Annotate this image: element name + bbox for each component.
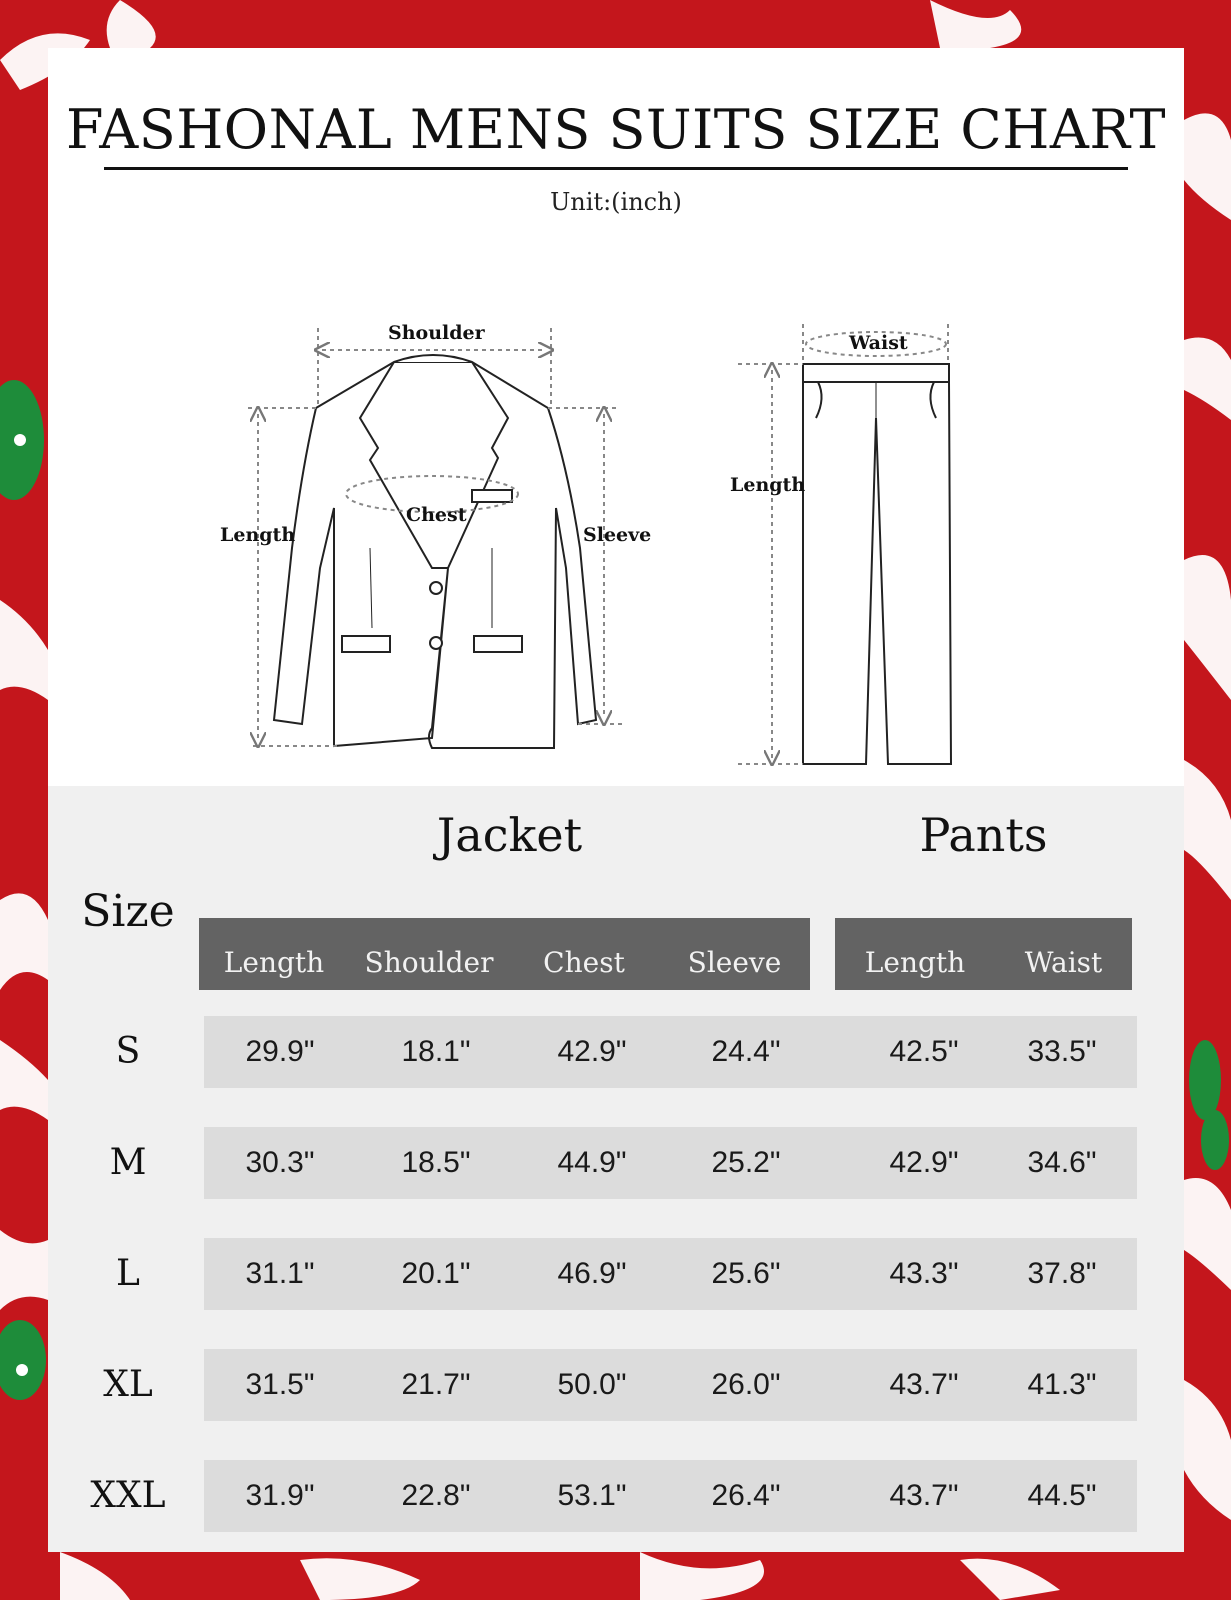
measurement-cell: 42.9": [889, 1146, 959, 1179]
jacket-shoulder-header: Shoulder: [364, 946, 494, 979]
shoulder-label: Shoulder: [388, 322, 485, 344]
measurement-cell: 44.9": [557, 1146, 627, 1179]
row-background: [204, 1460, 1137, 1532]
measurement-cell: 29.9": [245, 1035, 315, 1068]
measurement-cell: 18.1": [401, 1035, 471, 1068]
sleeve-label: Sleeve: [583, 524, 652, 546]
measurement-cell: 34.6": [1027, 1146, 1097, 1179]
page-title: FASHONAL MENS SUITS SIZE CHART: [65, 98, 1167, 161]
measurement-cell: 26.4": [711, 1479, 781, 1512]
pants-header-bar: [835, 918, 1132, 990]
measurement-cell: 18.5": [401, 1146, 471, 1179]
pants-illustration: [803, 364, 951, 764]
jacket-group-title: Jacket: [436, 808, 583, 862]
measurement-cell: 43.7": [889, 1479, 959, 1512]
table-row: [48, 1238, 1184, 1310]
measurement-cell: 37.8": [1027, 1257, 1097, 1290]
measurement-diagram: [48, 268, 1184, 788]
measurement-cell: 25.6": [711, 1257, 781, 1290]
table-row: [48, 1349, 1184, 1421]
table-row: [48, 1127, 1184, 1199]
unit-label: Unit:(inch): [550, 188, 682, 216]
size-label: S: [115, 1031, 141, 1072]
measurement-cell: 41.3": [1027, 1368, 1097, 1401]
size-table: [48, 786, 1184, 1552]
measurement-cell: 50.0": [557, 1368, 627, 1401]
measurement-cell: 33.5": [1027, 1035, 1097, 1068]
jacket-header-bar: [199, 918, 810, 990]
table-row: [48, 1016, 1184, 1088]
measurement-cell: 42.9": [557, 1035, 627, 1068]
measurement-cell: 26.0": [711, 1368, 781, 1401]
pants-length-label: Length: [730, 474, 806, 496]
row-background: [204, 1349, 1137, 1421]
jacket-sleeve-header: Sleeve: [687, 946, 782, 979]
row-background: [204, 1127, 1137, 1199]
measurement-cell: 53.1": [557, 1479, 627, 1512]
row-background: [204, 1016, 1137, 1088]
measurement-cell: 20.1": [401, 1257, 471, 1290]
jacket-chest-header: Chest: [543, 946, 625, 979]
jacket-length-header: Length: [223, 946, 325, 979]
pants-length-header: Length: [864, 946, 966, 979]
measurement-cell: 43.7": [889, 1368, 959, 1401]
measurement-cell: 44.5": [1027, 1479, 1097, 1512]
size-chart-card: [48, 48, 1184, 1552]
waist-label: Waist: [849, 332, 908, 354]
table-row: [48, 1460, 1184, 1532]
measurement-cell: 31.9": [245, 1479, 315, 1512]
size-label: XL: [103, 1364, 153, 1405]
jacket-illustration: [274, 355, 596, 748]
measurement-cell: 25.2": [711, 1146, 781, 1179]
jacket-length-label: Length: [220, 524, 296, 546]
row-background: [204, 1238, 1137, 1310]
measurement-cell: 24.4": [711, 1035, 781, 1068]
measurement-cell: 22.8": [401, 1479, 471, 1512]
measurement-cell: 30.3": [245, 1146, 315, 1179]
size-column-header: Size: [81, 886, 175, 937]
pants-waist-header: Waist: [1024, 946, 1103, 979]
chest-label: Chest: [406, 504, 467, 526]
measurement-cell: 42.5": [889, 1035, 959, 1068]
pants-group-title: Pants: [919, 808, 1048, 862]
size-label: L: [116, 1253, 140, 1294]
measurement-cell: 46.9": [557, 1257, 627, 1290]
measurement-cell: 21.7": [401, 1368, 471, 1401]
size-label: XXL: [90, 1475, 166, 1516]
measurement-cell: 31.5": [245, 1368, 315, 1401]
title-underline: [104, 167, 1128, 170]
measurement-cell: 43.3": [889, 1257, 959, 1290]
size-label: M: [109, 1142, 147, 1183]
measurement-cell: 31.1": [245, 1257, 315, 1290]
